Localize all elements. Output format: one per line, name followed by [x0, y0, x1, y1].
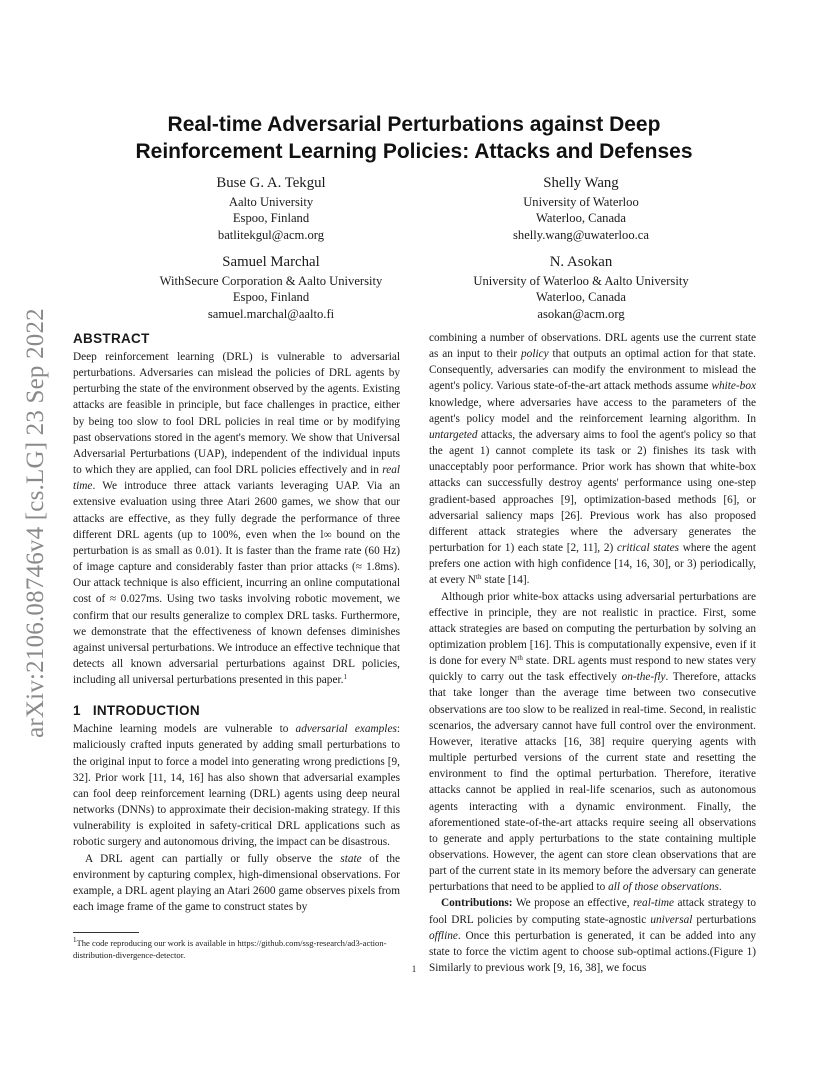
author-name: N. Asokan [549, 254, 613, 270]
abstract-paragraph: Deep reinforcement learning (DRL) is vulnerable to adversarial perturbations. Adversaries can mislead the policies of DRL agents by perturbing the state of the environment observed by the agents. Existing attacks are feasible in principle, but face challenges in practice, either by being too slow to fool DRL policies in real time or by modifying past observations stored in the agent's memory. We show that Universal Adversarial Perturbations (UAP), independent of the individual inputs to which they are applied, can fool DRL policies effectively and in real time. We introduce three attack variants leveraging UAP. Via an extensive evaluation using three Atari 2600 games, we show that our attacks are effective, as they fully degrade the performance of three different DRL agents (up to 100%, even when the l∞ bound on the perturbation is as small as 0.01). It is faster than the frame rate (60 Hz) of image capture and considerably faster than prior attacks (≈ 1.8ms). Our attack technique is also efficient, incurring an online computational cost of ≈ 0.027ms. Using two tasks involving robotic movement, we confirm that our results generalize to complex DRL tasks. Furthermore, we demonstrate that the effectiveness of known defenses diminishes against universal perturbations. We introduce an effective technique that detects all known adversarial perturbations against DRL policies, including all universal perturbations presented in this paper.$^1$ [73, 351, 400, 687]
introduction-heading: 1 INTRODUCTION [73, 703, 200, 719]
body-paragraph: combining a number of observations. DRL agents use the current state as an input to their policy that outputs an optimal action for that state. Consequently, adversaries can modify the environment to mislead the agent's policy. Various state-of-the-art attack methods assume white-box knowledge, where adversaries have access to the parameters of the agent's policy model and the reinforcement learning algorithm. In untargeted attacks, the adversary aims to fool the agent's policy so that the agent 1) cannot complete its task or 2) finishes its task with unacceptably poor performance. Prior work has shown that white-box attacks can successfully destroy agents' performance using one-step gradient-based approaches [9], optimization-based methods [6], or adversarial saliency maps [26]. Previous work has also proposed different attack strategies where the adversary generates the perturbation for 1) each state [2, 11], 2) critical states where the agent prefers one action with high confidence [14, 16, 30], or 3) periodically, at every $N^{th}$ state [14]. [429, 332, 757, 587]
author-location: Waterloo, Canada [536, 290, 626, 305]
intro-paragraph: Machine learning models are vulnerable to adversarial examples: maliciously crafted inputs generated by adding small perturbations to the original input to force a model into generating wrong predictions [9, 32]. Prior work [11, 14, 16] has also shown that adversarial examples can fool deep reinforcement learning (DRL) agents using deep neural networks (DNNs) to approximate their decision-making strategy. If this vulnerability is exploited in safety-critical DRL applications such as robotic surgery and autonomous driving, the impact can be disastrous. [73, 723, 400, 849]
author-block [110, 253, 432, 322]
author-email[interactable]: shelly.wang@uwaterloo.ca [513, 227, 649, 242]
title-line-2: Reinforcement Learning Policies: Attacks and Defenses [135, 140, 693, 163]
contributions-paragraph: Contributions: We propose an effective, real-time attack strategy to fool DRL policies by computing state-agnostic universal perturbations offline. Once this perturbation is generated, it can be added into any state to force the victim agent to choose sub-optimal actions.(Figure 1) Similarly to previous work [9, 16, 38], we focus [429, 897, 756, 975]
author-location: Waterloo, Canada [536, 211, 626, 226]
author-name: Samuel Marchal [222, 254, 320, 270]
author-email[interactable]: batlitekgul@acm.org [217, 227, 325, 242]
author-block [150, 174, 392, 243]
footnote-divider [73, 932, 139, 933]
body-paragraph: Although prior white-box attacks using adversarial perturbations are effective in principle, they are not realistic in practice. First, some attack strategies are based on computing the perturbation by solving an optimization problem [16]. This is computationally expensive, even if it is done for every $N^{th}$ state. DRL agents must respond to new states very quickly to carry out the task effectively on-the-fly. Therefore, attacks that take longer than the average time between two consecutive observations are too slow to be realized in real-time. Second, in realistic scenarios, the adversary cannot have full control over the environment. However, iterative attacks [16, 38] require querying agents with multiple perturbed versions of the current state and resetting the environment to find the optimal perturbation. Therefore, iterative attacks cannot be applied in real-life scenarios, such as autonomous agents interacting with a dynamic environment. Finally, the aforementioned state-of-the-art attacks require seeing all observations to generate and apply perturbations to the state containing multiple observations. However, the agent can store clean observations that are part of the current state in its memory before the adversary can generate perturbations that need to be applied to all of those observations. [429, 590, 757, 894]
right-column [429, 330, 756, 976]
left-column [73, 330, 400, 915]
footnote-text[interactable]: The code reproducing our work is available in https://github.com/ssg-research/ad3-action-distribution-divergence-detector. [73, 938, 387, 960]
title-line-1: Real-time Adversarial Perturbations against Deep [167, 113, 661, 136]
page-number: 1 [411, 964, 417, 974]
paper-title [90, 111, 738, 165]
author-affiliation: University of Waterloo & Aalto University [473, 274, 689, 288]
author-affiliation: Aalto University [228, 195, 314, 209]
author-affiliation: University of Waterloo [523, 195, 639, 209]
intro-paragraph: A DRL agent can partially or fully observe the state of the environment by capturing complex, high-dimensional observations. For example, a DRL agent playing an Atari 2600 game observes pixels from each image frame of the game to construct states by [73, 852, 400, 913]
abstract-heading: ABSTRACT [73, 331, 150, 346]
author-name: Shelly Wang [543, 175, 619, 191]
author-location: Espoo, Finland [232, 211, 310, 226]
author-name: Buse G. A. Tekgul [216, 175, 326, 191]
author-block [450, 253, 712, 322]
author-block [450, 174, 712, 243]
footnote-marker[interactable]: 1 [343, 673, 347, 682]
footnote: $^1$The code reproducing our work is available in https://github.com/ssg-research/ad3-action-distribution-divergence-detector. [73, 936, 387, 960]
author-location: Espoo, Finland [232, 290, 310, 305]
arxiv-identifier: arXiv:2106.08746v4 [cs.LG] 23 Sep 2022 [22, 308, 49, 738]
author-email[interactable]: samuel.marchal@aalto.fi [207, 306, 335, 321]
arxiv-sidebar [18, 278, 54, 768]
author-email[interactable]: asokan@acm.org [537, 306, 625, 321]
author-affiliation: WithSecure Corporation & Aalto University [159, 274, 383, 288]
